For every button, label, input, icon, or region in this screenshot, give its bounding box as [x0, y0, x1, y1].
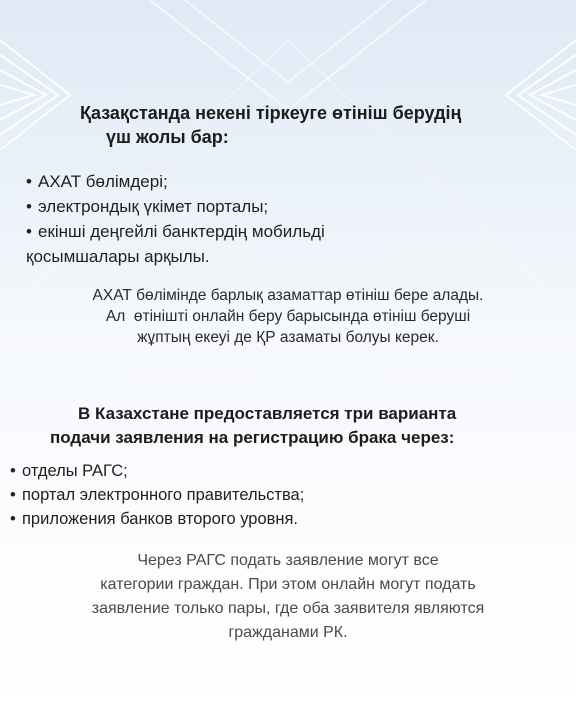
paragraph-line: заявление только пары, где оба заявителя являются: [91, 600, 485, 617]
ru-heading-line-2: подачи заявления на регистрацию брака через:: [50, 428, 455, 447]
list-item: [26, 194, 546, 219]
paragraph-line: АХАТ бөлімінде барлық азаматтар өтініш бере алады.: [92, 287, 484, 304]
kz-heading-line-2: үш жолы бар:: [106, 127, 229, 147]
list-item-text: отделы РАГС;: [22, 462, 128, 480]
kz-paragraph: [20, 285, 556, 348]
list-item: [26, 219, 546, 244]
list-item-text: қосымшалары арқылы.: [26, 247, 210, 266]
list-item: [10, 507, 550, 531]
kz-list: [26, 169, 546, 269]
paragraph-line: категории граждан. При этом онлайн могут подать: [100, 576, 476, 593]
bullet: •: [10, 486, 16, 504]
ru-list: [10, 459, 550, 531]
paragraph-line: гражданами РК.: [228, 624, 348, 641]
list-item: [26, 169, 546, 194]
ru-heading-line-1: В Казахстане предоставляется три варианта: [78, 404, 457, 423]
list-item-text: портал электронного правительства;: [22, 486, 305, 504]
list-item-text: приложения банков второго уровня.: [22, 510, 299, 528]
ru-heading: [50, 402, 570, 450]
list-item-text: АХАТ бөлімдері;: [38, 172, 168, 191]
kz-heading-line-1: Қазақстанда некені тіркеуге өтініш берудің: [80, 103, 462, 123]
bullet: •: [10, 510, 16, 528]
paragraph-line: Ал өтінішті онлайн беру барысында өтініш беруші: [105, 308, 471, 325]
list-item: [10, 483, 550, 507]
kz-heading: [80, 101, 550, 149]
bullet: •: [26, 172, 32, 191]
list-item-text: электрондық үкімет порталы;: [38, 197, 269, 216]
paragraph-line: жұптың екеуі де ҚР азаматы болуы керек.: [137, 329, 439, 346]
paragraph-line: Через РАГС подать заявление могут все: [137, 552, 439, 569]
list-item-continuation: [26, 244, 546, 269]
bullet: •: [26, 197, 32, 216]
list-item-text: екінші деңгейлі банктердің мобильді: [38, 222, 325, 241]
ru-paragraph: [20, 549, 556, 645]
list-item: [10, 459, 550, 483]
bullet: •: [26, 222, 32, 241]
bullet: •: [10, 462, 16, 480]
